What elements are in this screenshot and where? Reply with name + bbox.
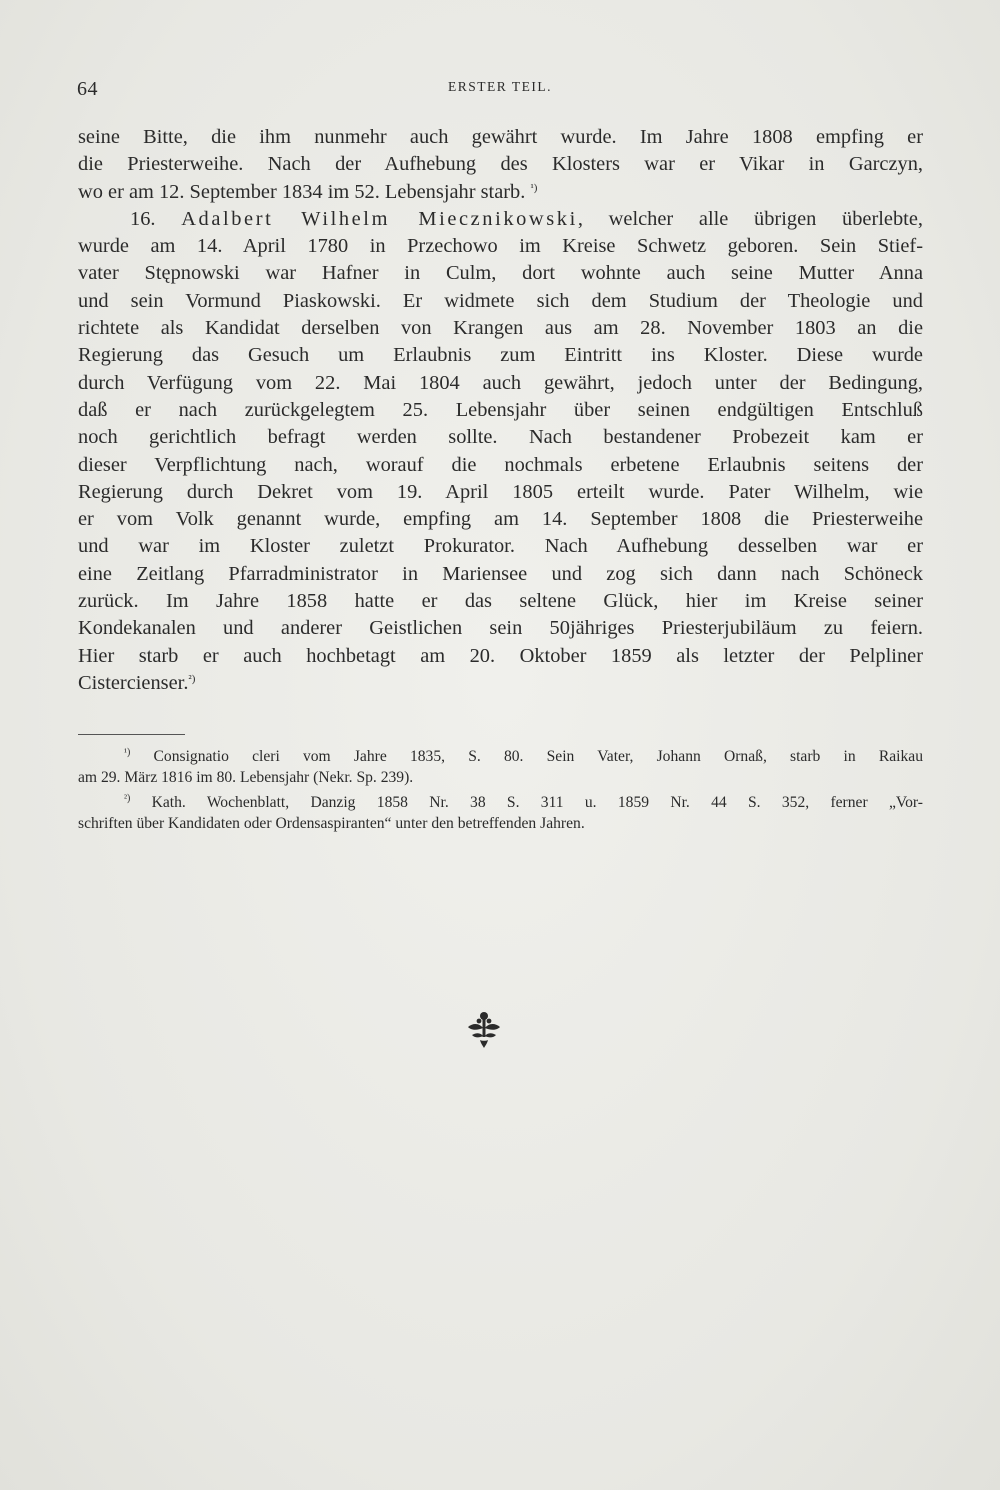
text-line: noch gerichtlich befragt werden sollte. Nach bestandener Probezeit kam er	[78, 426, 923, 449]
text-line	[78, 179, 923, 206]
footnote-text: Kath. Wochenblatt, Danzig 1858 Nr. 38 S. 311 u. 1859 Nr. 44 S. 352, ferner „Vor-	[151, 794, 923, 811]
text-line: er vom Volk genannt wurde, empfing am 14. September 1808 die Priesterweihe	[78, 508, 923, 531]
text-line: dieser Verpflichtung nach, worauf die nochmals erbetene Erlaubnis seitens der	[78, 453, 923, 476]
text-line: wurde am 14. April 1780 in Przechowo im Kreise Schwetz geboren. Sein Stief-	[78, 235, 923, 258]
text-line: Regierung durch Dekret vom 19. April 1805 erteilt wurde. Pater Wilhelm, wie	[78, 480, 923, 503]
footnote-separator	[78, 734, 185, 735]
floral-ornament-icon	[462, 1010, 506, 1050]
running-head: ERSTER TEIL.	[448, 79, 552, 94]
text-line: eine Zeitlang Pfarradministrator in Mariensee und zog sich dann nach Schöneck	[78, 562, 923, 585]
footnote-line	[78, 746, 923, 767]
footnote-line: schriften über Kandidaten oder Ordensaspiranten“ unter den betreffenden Jahren.	[78, 815, 585, 832]
text-line: und war im Kloster zuletzt Prokurator. Nach Aufhebung desselben war er	[78, 535, 923, 558]
text-line	[78, 670, 923, 697]
page-number: 64	[77, 78, 98, 100]
text-line: Kondekanalen und anderer Geistlichen sein 50jähriges Priesterjubiläum zu feiern.	[78, 617, 923, 640]
entry-number: 16.	[130, 207, 156, 230]
footnote-text: Consignatio cleri vom Jahre 1835, S. 80. Sein Vater, Johann Ornaß, starb in Raikau	[153, 748, 923, 765]
text-line: vater Stępnowski war Hafner in Culm, dort wohnte auch seine Mutter Anna	[78, 262, 923, 285]
text-line	[78, 206, 923, 233]
footnote-ref: ¹)	[530, 181, 538, 194]
text-line: die Priesterweihe. Nach der Aufhebung des Klosters war er Vikar in Garczyn,	[78, 153, 923, 176]
text-line: richtete als Kandidat derselben von Krangen aus am 28. November 1803 an die	[78, 317, 923, 340]
text-line: Regierung das Gesuch um Erlaubnis zum Eintritt ins Kloster. Diese wurde	[78, 344, 923, 367]
text-line: durch Verfügung vom 22. Mai 1804 auch gewährt, jedoch unter der Bedingung,	[78, 371, 923, 394]
footnote-line: am 29. März 1816 im 80. Lebensjahr (Nekr. Sp. 239).	[78, 769, 414, 786]
footnote-marker: ²)	[124, 793, 131, 804]
text-fragment: Cistercienser.	[78, 671, 189, 694]
text-line: Hier starb er auch hochbetagt am 20. Oktober 1859 als letzter der Pelpliner	[78, 644, 923, 667]
text-line: daß er nach zurückgelegtem 25. Lebensjahr über seinen endgültigen Entschluß	[78, 398, 923, 421]
text-fragment: , welcher alle übrigen überlebte,	[577, 207, 923, 230]
footnote-ref: ²)	[188, 672, 196, 685]
person-name: Adalbert Wilhelm Miecznikowski	[181, 207, 578, 230]
text-line: seine Bitte, die ihm nunmehr auch gewährt wurde. Im Jahre 1808 empfing er	[78, 126, 923, 148]
text-line: und sein Vormund Piaskowski. Er widmete sich dem Studium der Theologie und	[78, 289, 923, 312]
footnote-line	[78, 792, 923, 813]
text-fragment: wo er am 12. September 1834 im 52. Lebensjahr starb.	[78, 180, 526, 203]
footnotes	[78, 746, 923, 834]
main-text	[78, 124, 923, 697]
footnote-marker: ¹)	[124, 747, 131, 758]
text-line: zurück. Im Jahre 1858 hatte er das seltene Glück, hier im Kreise seiner	[78, 590, 923, 613]
